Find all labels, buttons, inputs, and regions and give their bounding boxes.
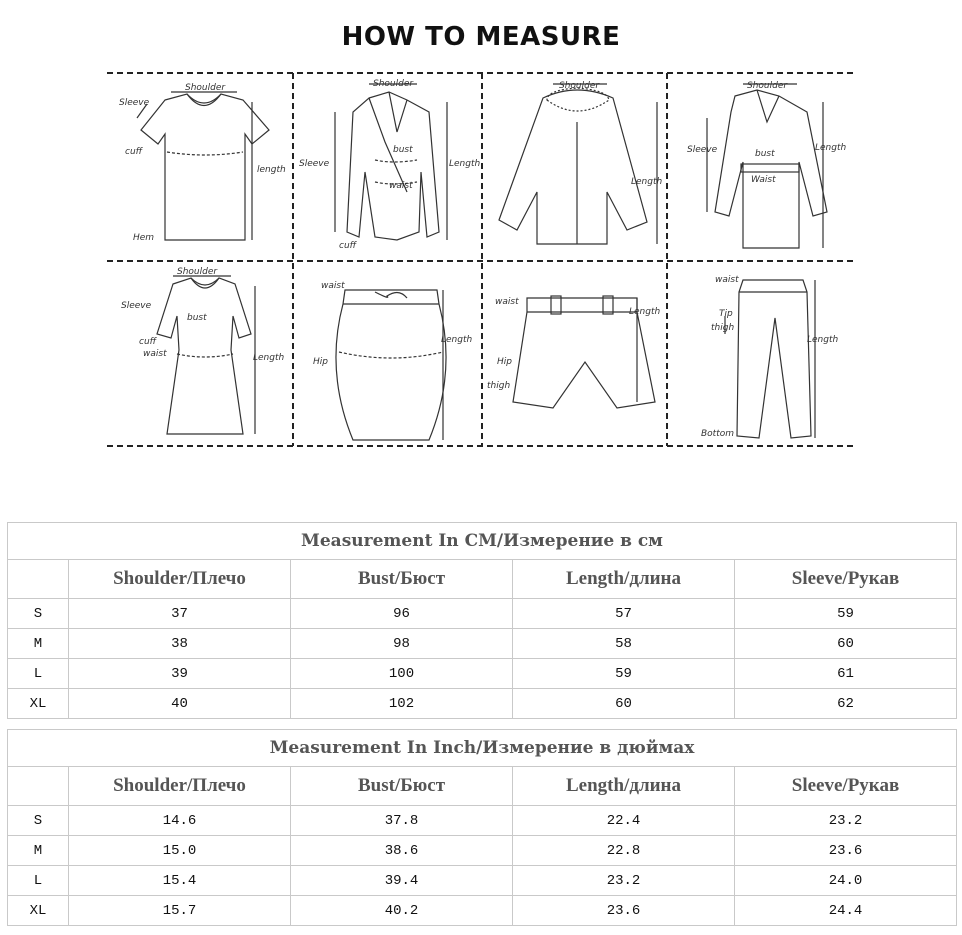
- blazer-cuff-label: cuff: [339, 241, 357, 251]
- trousers-bottom-label: Bottom: [701, 429, 735, 439]
- shorts-thigh-label: thigh: [487, 381, 511, 391]
- value-cell: 15.0: [69, 836, 291, 866]
- coat-sleeve-label: Sleeve: [687, 145, 718, 155]
- size-cell: S: [8, 806, 69, 836]
- table-caption: Measurement In CM/Измерение в см: [8, 523, 957, 560]
- skirt-hip-label: Hip: [313, 357, 328, 367]
- value-cell: 58: [513, 629, 735, 659]
- coat-waist-label: Waist: [751, 175, 776, 185]
- skirt-illustration: [336, 290, 446, 440]
- value-cell: 37.8: [291, 806, 513, 836]
- shorts-waist-label: waist: [495, 297, 519, 307]
- page-title: HOW TO MEASURE: [341, 22, 621, 52]
- trousers-length-label: Length: [807, 335, 839, 345]
- coat-bust-label: bust: [755, 149, 775, 159]
- value-cell: 57: [513, 599, 735, 629]
- table-row: [8, 659, 957, 689]
- value-cell: 23.6: [513, 896, 735, 926]
- blazer-bust-label: bust: [393, 145, 413, 155]
- size-cell: L: [8, 659, 69, 689]
- coat-illustration: [707, 84, 827, 248]
- tshirt-sleeve-label: Sleeve: [119, 98, 150, 108]
- table-caption: Measurement In Inch/Измерение в дюймах: [8, 730, 957, 767]
- size-table-cm: [7, 522, 957, 719]
- blazer-sleeve-label: Sleeve: [299, 159, 330, 169]
- tshirt-cuff-label: cuff: [125, 147, 143, 157]
- value-cell: 59: [735, 599, 957, 629]
- trousers-tip-label: Tip: [719, 309, 733, 319]
- value-cell: 24.0: [735, 866, 957, 896]
- value-cell: 102: [291, 689, 513, 719]
- trousers-waist-label: waist: [715, 275, 739, 285]
- value-cell: 62: [735, 689, 957, 719]
- tshirt-illustration: [137, 92, 269, 240]
- value-cell: 24.4: [735, 896, 957, 926]
- value-cell: 96: [291, 599, 513, 629]
- column-header: Sleeve/Рукав: [735, 560, 957, 599]
- table-row: [8, 896, 957, 926]
- dress-sleeve-label: Sleeve: [121, 301, 152, 311]
- size-cell: XL: [8, 896, 69, 926]
- skirt-length-label: Length: [441, 335, 473, 345]
- value-cell: 37: [69, 599, 291, 629]
- blazer-waist-label: waist: [389, 181, 413, 191]
- cape-illustration: [499, 84, 657, 244]
- value-cell: 60: [735, 629, 957, 659]
- table-row: [8, 689, 957, 719]
- size-cell: M: [8, 629, 69, 659]
- value-cell: 38.6: [291, 836, 513, 866]
- value-cell: 15.7: [69, 896, 291, 926]
- tshirt-length-label: length: [257, 165, 286, 175]
- column-header: Bust/Бюст: [291, 767, 513, 806]
- column-header: Length/длина: [513, 767, 735, 806]
- value-cell: 59: [513, 659, 735, 689]
- table-row: [8, 599, 957, 629]
- trousers-thigh-label: thigh: [711, 323, 735, 333]
- size-cell: XL: [8, 689, 69, 719]
- size-cell: M: [8, 836, 69, 866]
- shorts-length-label: Length: [629, 307, 661, 317]
- size-table-inch: [7, 729, 957, 926]
- tshirt-hem-label: Hem: [133, 233, 155, 243]
- value-cell: 22.8: [513, 836, 735, 866]
- value-cell: 23.2: [735, 806, 957, 836]
- size-cell: L: [8, 866, 69, 896]
- corner-cell: [8, 767, 69, 806]
- dress-cuff-label: cuff: [139, 337, 157, 347]
- value-cell: 15.4: [69, 866, 291, 896]
- table-row: [8, 629, 957, 659]
- value-cell: 40: [69, 689, 291, 719]
- size-cell: S: [8, 599, 69, 629]
- value-cell: 22.4: [513, 806, 735, 836]
- table-row: [8, 866, 957, 896]
- column-header: Length/длина: [513, 560, 735, 599]
- value-cell: 14.6: [69, 806, 291, 836]
- value-cell: 23.2: [513, 866, 735, 896]
- column-header: Bust/Бюст: [291, 560, 513, 599]
- coat-length-label: Length: [815, 143, 847, 153]
- value-cell: 98: [291, 629, 513, 659]
- tshirt-shoulder-label: Shoulder: [185, 83, 226, 93]
- blazer-length-label: Length: [449, 159, 481, 169]
- table-row: [8, 836, 957, 866]
- column-header: Shoulder/Плечо: [69, 767, 291, 806]
- value-cell: 38: [69, 629, 291, 659]
- table-row: [8, 806, 957, 836]
- blazer-shoulder-label: Shoulder: [373, 79, 414, 89]
- value-cell: 39.4: [291, 866, 513, 896]
- dress-bust-label: bust: [187, 313, 207, 323]
- dress-illustration: [157, 276, 255, 434]
- value-cell: 60: [513, 689, 735, 719]
- skirt-waist-label: waist: [321, 281, 345, 291]
- cape-shoulder-label: Shoulder: [559, 81, 600, 91]
- coat-shoulder-label: Shoulder: [747, 81, 788, 91]
- blazer-illustration: [335, 84, 447, 240]
- value-cell: 61: [735, 659, 957, 689]
- column-header: Shoulder/Плечо: [69, 560, 291, 599]
- measure-diagram: [107, 72, 855, 452]
- value-cell: 100: [291, 659, 513, 689]
- value-cell: 39: [69, 659, 291, 689]
- value-cell: 40.2: [291, 896, 513, 926]
- dress-shoulder-label: Shoulder: [177, 267, 218, 277]
- shorts-hip-label: Hip: [497, 357, 512, 367]
- dress-length-label: Length: [253, 353, 285, 363]
- corner-cell: [8, 560, 69, 599]
- value-cell: 23.6: [735, 836, 957, 866]
- cape-length-label: Length: [631, 177, 663, 187]
- column-header: Sleeve/Рукав: [735, 767, 957, 806]
- dress-waist-label: waist: [143, 349, 167, 359]
- trousers-illustration: [725, 280, 815, 438]
